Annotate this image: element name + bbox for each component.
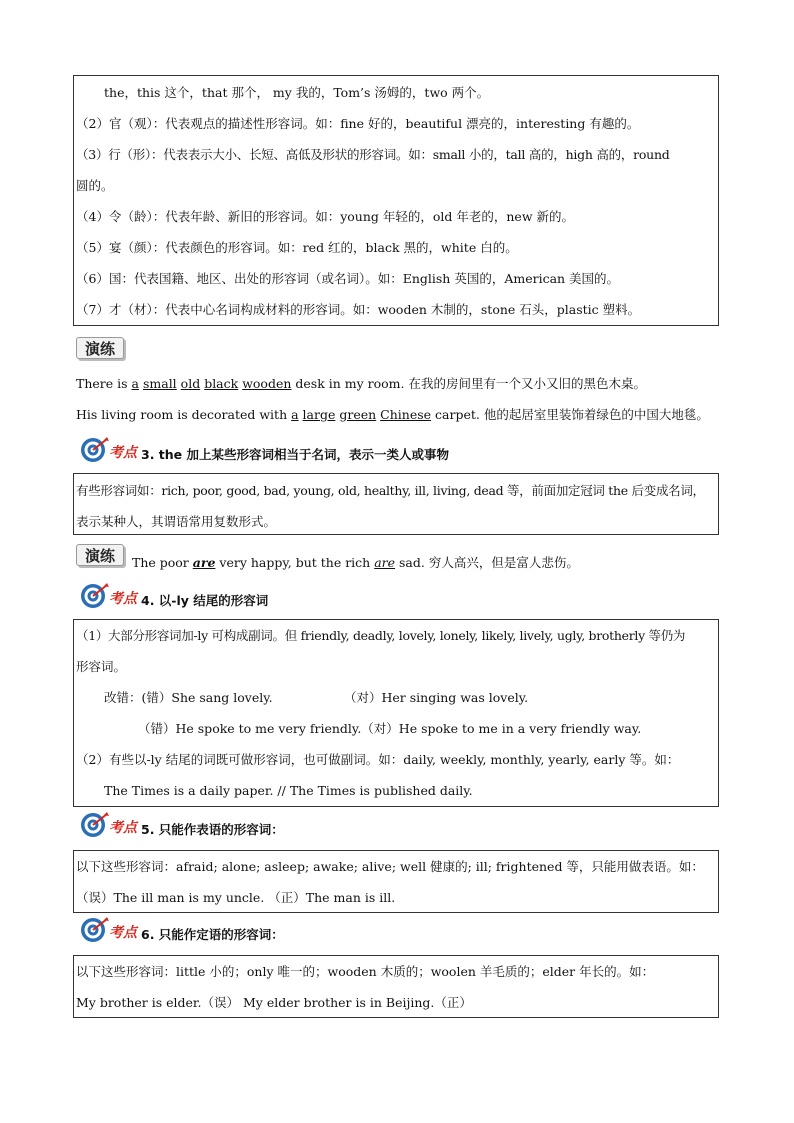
practice-badge-1: 演练 bbox=[76, 337, 124, 359]
target-icon bbox=[80, 436, 110, 464]
practice-badge-2: 演练 bbox=[76, 544, 124, 566]
section-6-title: 6. 只能作定语的形容词： bbox=[141, 927, 284, 942]
kaodian-heading-5 bbox=[80, 811, 720, 839]
kaodian-label: 考点 bbox=[109, 591, 137, 607]
box1-line-7: （6）国：代表国籍、地区、出处的形容词（或名词）。如：English 英国的，American 美国的。 bbox=[76, 271, 620, 286]
section-5-line-1: 以下这些形容词：afraid; alone; asleep; awake; alive; well 健康的; ill; frightened 等，只能用做表语。如： bbox=[76, 859, 704, 874]
section-4-line-5: （错）He spoke to me very friendly.（对）He spoke to me in a very friendly way. bbox=[138, 721, 642, 736]
practice-sentence-2: His living room is decorated with a large green Chinese carpet. 他的起居室里装饰着绿色的中国大地毯。 bbox=[76, 407, 709, 422]
box1-line-6: （5）宴（颜）：代表颜色的形容词。如：red 红的，black 黑的，white 白的。 bbox=[76, 240, 518, 255]
section-3-box bbox=[73, 473, 719, 535]
kaodian-label: 考点 bbox=[109, 445, 137, 461]
target-icon bbox=[80, 916, 110, 944]
box1-line-4: 圆的。 bbox=[76, 178, 114, 193]
section-6-box bbox=[73, 955, 719, 1018]
section-4-line-6: （2）有些以-ly 结尾的词既可做形容词，也可做副词。如：daily, weekly, monthly, yearly, early 等。如： bbox=[76, 752, 680, 767]
box1-line-1: the，this 这个，that 那个， my 我的，Tom’s 汤姆的，two 两个。 bbox=[104, 85, 490, 100]
section-4-line-7: The Times is a daily paper. // The Times is published daily. bbox=[104, 783, 473, 798]
section-3-line-2: 表示某种人，其谓语常用复数形式。 bbox=[76, 514, 277, 529]
target-icon bbox=[80, 582, 110, 610]
section-5-box bbox=[73, 850, 719, 913]
section-5-title: 5. 只能作表语的形容词： bbox=[141, 822, 284, 837]
section-6-line-2: My brother is elder.（误） My elder brother is in Beijing.（正） bbox=[76, 995, 472, 1010]
section-5-line-2: （误）The ill man is my uncle. （正）The man is ill. bbox=[76, 890, 396, 905]
kaodian-label: 考点 bbox=[109, 925, 137, 941]
section-6-line-1: 以下这些形容词：little 小的；only 唯一的；wooden 木质的；woolen 羊毛质的；elder 年长的。如： bbox=[76, 964, 655, 979]
kaodian-heading-3 bbox=[80, 436, 720, 464]
practice-sentence-1: There is a small old black wooden desk in my room. 在我的房间里有一个又小又旧的黑色木桌。 bbox=[76, 376, 646, 391]
box1-line-8: （7）才（材）：代表中心名词构成材料的形容词。如：wooden 木制的，stone 石头，plastic 塑料。 bbox=[76, 302, 641, 317]
section-4-title: 4. 以-ly 结尾的形容词 bbox=[141, 593, 269, 608]
section-4-line-2: 形容词。 bbox=[76, 659, 127, 674]
section-3-line-1: 有些形容词如：rich, poor, good, bad, young, old, healthy, ill, living, dead 等，前面加定冠词 the 后变成名词， bbox=[76, 483, 705, 498]
kaodian-heading-6 bbox=[80, 916, 720, 944]
practice-sentence-3: The poor are very happy, but the rich are sad. 穷人高兴，但是富人悲伤。 bbox=[132, 555, 579, 570]
section-3-title: 3. the 加上某些形容词相当于名词，表示一类人或事物 bbox=[141, 447, 450, 462]
box1-line-3: （3）行（形）：代表表示大小、长短、高低及形状的形容词。如：small 小的，tall 高的，high 高的，round bbox=[76, 147, 670, 162]
section-4-line-1: （1）大部分形容词加-ly 可构成副词。但 friendly, deadly, lovely, lonely, likely, lively, ugly, brotherly 等仍为 bbox=[76, 628, 686, 643]
kaodian-label: 考点 bbox=[109, 820, 137, 836]
section-4-line-3: 改错：(错）She sang lovely. bbox=[104, 690, 273, 705]
section-4-box bbox=[73, 619, 719, 807]
adjective-order-box bbox=[73, 75, 719, 326]
box1-line-2: （2）官（观）：代表观点的描述性形容词。如：fine 好的，beautiful 漂亮的，interesting 有趣的。 bbox=[76, 116, 640, 131]
box1-line-5: （4）令（龄）：代表年龄、新旧的形容词。如：young 年轻的，old 年老的，new 新的。 bbox=[76, 209, 574, 224]
section-4-line-4: （对）Her singing was lovely. bbox=[344, 690, 529, 705]
kaodian-heading-4 bbox=[80, 582, 720, 610]
target-icon bbox=[80, 811, 110, 839]
